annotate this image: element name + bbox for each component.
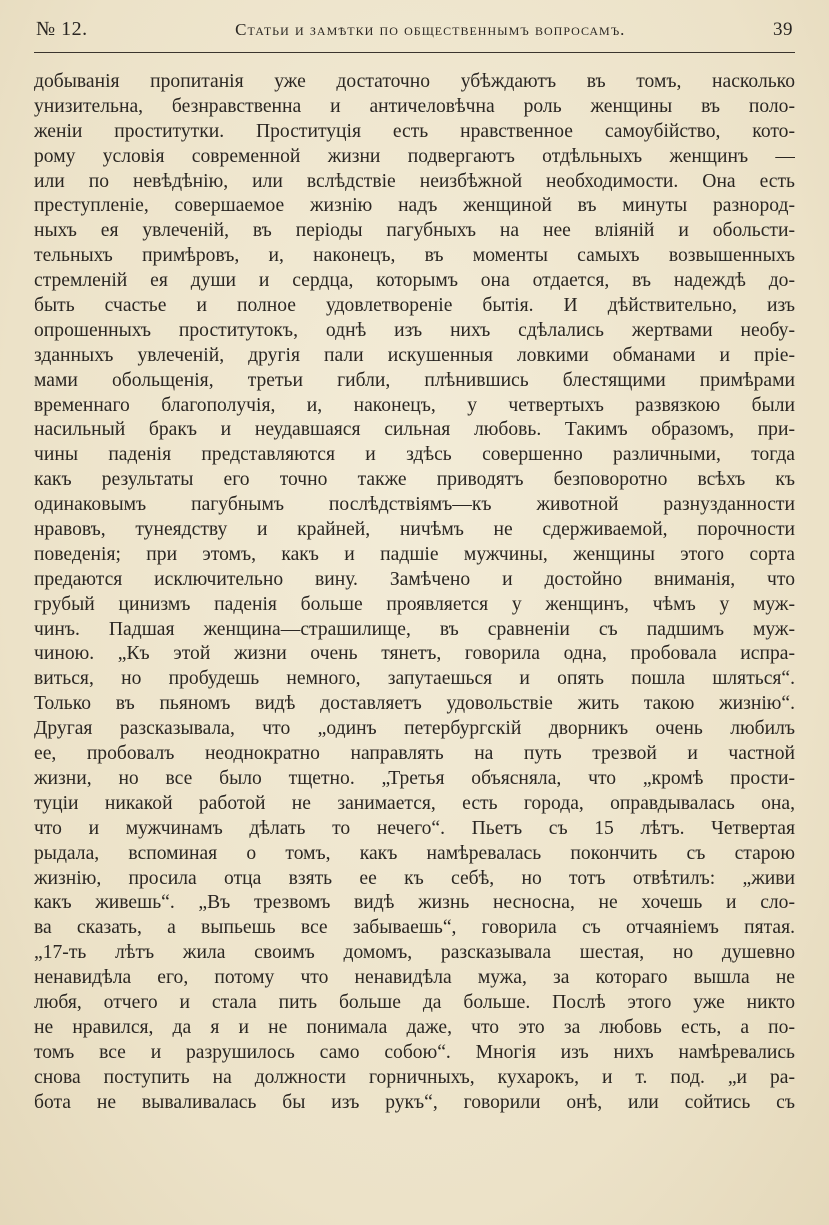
- text-line: зданныхъ увлеченій, другія пали искушенныя ловкими обманами и пріе-: [34, 344, 795, 366]
- header-rule: [34, 52, 795, 53]
- text-line: рому условія современной жизни подвергаютъ отдѣльныхъ женщинъ —: [34, 145, 795, 167]
- text-line: не нравился, да я и не понимала даже, что это за любовь есть, а по-: [34, 1016, 795, 1038]
- text-line: стремленій ея души и сердца, которымъ она отдается, въ надеждѣ до-: [34, 270, 795, 292]
- text-line: чинъ. Падшая женщина—страшилище, въ сравненіи съ падшимъ муж-: [34, 618, 795, 640]
- text-line: ва сказать, а выпьешь все забываешь“, говорила съ отчаяніемъ пятая.: [34, 917, 795, 939]
- text-line: быть счастье и полное удовлетвореніе бытія. И дѣйствительно, изъ: [34, 295, 795, 317]
- text-line: туціи никакой работой не занимается, есть города, оправдывалась она,: [34, 792, 795, 814]
- text-line: чины паденія представляются и здѣсь совершенно различными, тогда: [34, 444, 795, 466]
- text-line: ныхъ ея увлеченій, въ періоды пагубныхъ на нее вліяній и обольсти-: [34, 220, 795, 242]
- text-line: что и мужчинамъ дѣлать то нечего“. Пьетъ съ 15 лѣтъ. Четвертая: [34, 817, 795, 839]
- text-line: „17-ть лѣтъ жила своимъ домомъ, разсказывала шестая, но душевно: [34, 942, 795, 964]
- issue-number: № 12.: [36, 18, 88, 40]
- text-line: ее, пробовалъ неоднократно направлять на путь трезвой и частной: [34, 743, 795, 765]
- text-line: опрошенныхъ проститутокъ, однѣ изъ нихъ сдѣлались жертвами необу-: [34, 319, 795, 341]
- running-head: [36, 18, 793, 48]
- text-line: какъ результаты его точно также приводятъ безповоротно всѣхъ къ: [34, 469, 795, 491]
- text-line: тельныхъ примѣровъ, и, наконецъ, въ моменты самыхъ возвышенныхъ: [34, 245, 795, 267]
- text-line: Только въ пьяномъ видѣ доставляетъ удовольствіе жить такою жизнію“.: [34, 693, 795, 715]
- text-line: одинаковымъ пагубнымъ послѣдствіямъ—къ животной разнузданности: [34, 494, 795, 516]
- text-line: унизительна, безнравственна и античеловѣчна роль женщины въ поло-: [34, 95, 795, 117]
- text-line: любя, отчего и стала пить больше да больше. Послѣ этого уже никто: [34, 991, 795, 1013]
- body-text: [34, 70, 795, 1115]
- text-line: или по невѣдѣнію, или вслѣдствіе неизбѣжной необходимости. Она есть: [34, 170, 795, 192]
- text-line: жизнію, просила отца взять ее къ себѣ, но тотъ отвѣтилъ: „живи: [34, 867, 795, 889]
- text-line: Другая разсказывала, что „одинъ петербургскій дворникъ очень любилъ: [34, 718, 795, 740]
- text-line: добыванія пропитанія уже достаточно убѣждаютъ въ томъ, насколько: [34, 71, 795, 92]
- text-line: преступленіе, совершаемое жизнію надъ женщиной въ минуты разнород-: [34, 195, 795, 217]
- text-line: насильный бракъ и неудавшаяся сильная любовь. Такимъ образомъ, при-: [34, 419, 795, 441]
- text-line: чиною. „Къ этой жизни очень тянетъ, говорила одна, пробовала испра-: [34, 643, 795, 665]
- text-line: поведенія; при этомъ, какъ и падшіе мужчины, женщины этого сорта: [34, 543, 795, 565]
- running-title: Статьи и замѣтки по общественнымъ вопросамъ.: [235, 20, 626, 39]
- text-line: бота не вываливалась бы изъ рукъ“, говорили онѣ, или сойтись съ: [34, 1091, 795, 1113]
- text-line: ненавидѣла его, потому что ненавидѣла мужа, за котораго вышла не: [34, 967, 795, 989]
- text-line: виться, но пробудешь немного, запутаешься и опять пошла шляться“.: [34, 668, 795, 690]
- text-line: какъ живешь“. „Въ трезвомъ видѣ жизнь несносна, не хочешь и сло-: [34, 892, 795, 914]
- page-number: 39: [773, 19, 793, 40]
- text-line: грубый цинизмъ паденія больше проявляется у женщинъ, чѣмъ у муж-: [34, 593, 795, 615]
- text-line: рыдала, вспоминая о томъ, какъ намѣревалась покончить съ старою: [34, 842, 795, 864]
- text-line: нравовъ, тунеядству и крайней, ничѣмъ не сдерживаемой, порочности: [34, 519, 795, 541]
- text-line: снова поступить на должности горничныхъ, кухарокъ, и т. под. „и ра-: [34, 1066, 795, 1088]
- text-line: женіи проститутки. Проституція есть нравственное самоубійство, кото-: [34, 120, 795, 142]
- text-line: временнаго благополучія, и, наконецъ, у четвертыхъ развязкою были: [34, 394, 795, 416]
- text-line: предаются исключительно вину. Замѣчено и достойно вниманія, что: [34, 568, 795, 590]
- text-line: томъ все и разрушилось само собою“. Многія изъ нихъ намѣревались: [34, 1041, 795, 1063]
- text-line: мами обольщенія, третьи гибли, плѣнившись блестящими примѣрами: [34, 369, 795, 391]
- text-line: жизни, но все было тщетно. „Третья объясняла, что „кромѣ прости-: [34, 767, 795, 789]
